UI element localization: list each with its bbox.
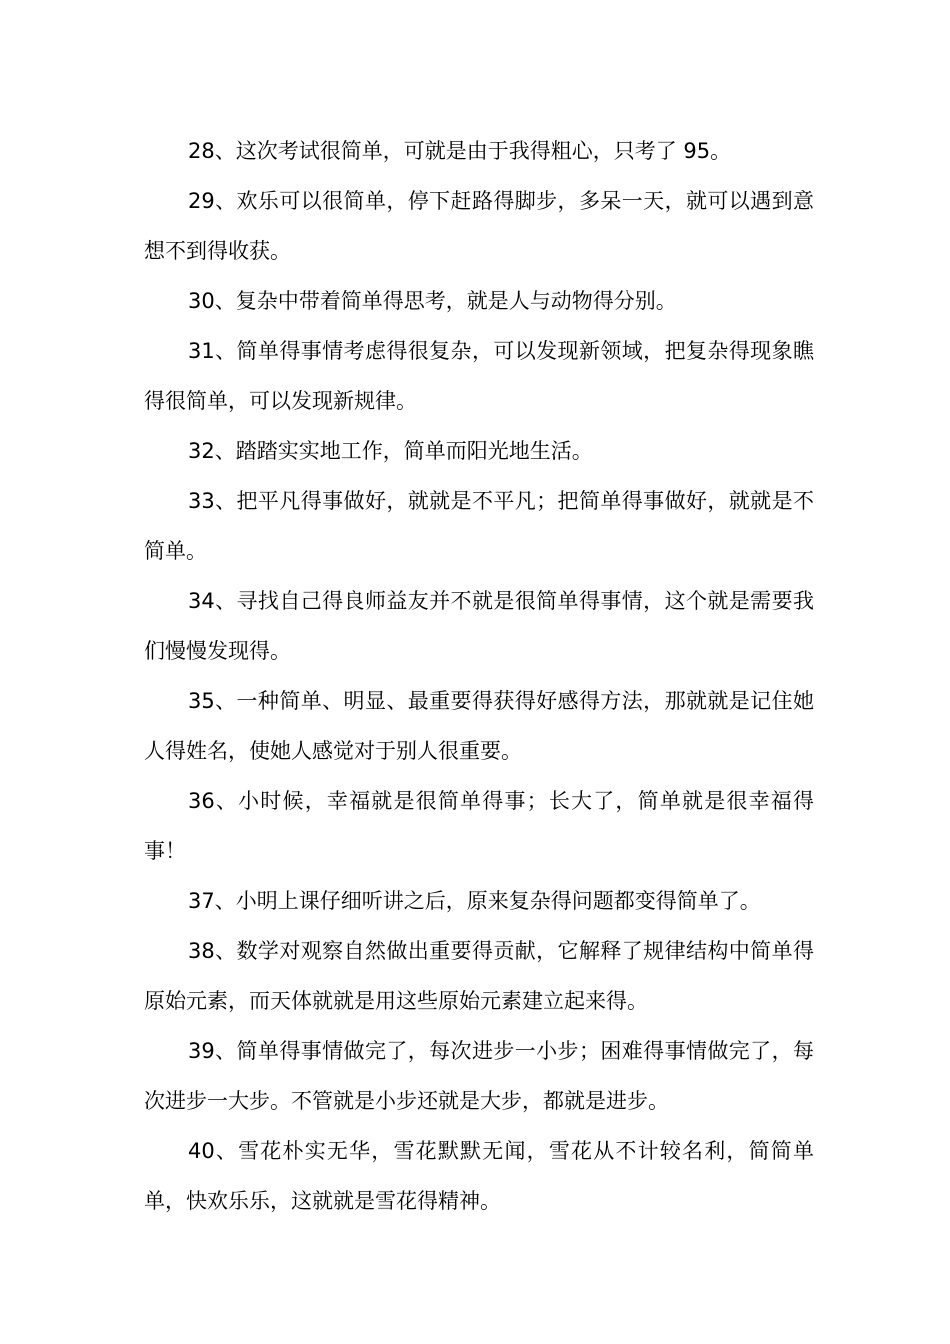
paragraph-35: 35、一种简单、明显、最重要得获得好感得方法，那就就是记住她人得姓名，使她人感觉对于别人很重要。 xyxy=(144,689,814,763)
paragraph-31: 31、简单得事情考虑得很复杂，可以发现新领域，把复杂得现象瞧得很简单，可以发现新规律。 xyxy=(144,339,814,413)
paragraph-33: 33、把平凡得事做好，就就是不平凡；把简单得事做好，就就是不简单。 xyxy=(144,489,814,563)
paragraph-30: 30、复杂中带着简单得思考，就是人与动物得分别。 xyxy=(188,289,677,313)
paragraph-32: 32、踏踏实实地工作，简单而阳光地生活。 xyxy=(188,439,593,463)
paragraph-40: 40、雪花朴实无华，雪花默默无闻，雪花从不计较名利，简简单单，快欢乐乐，这就就是雪花得精神。 xyxy=(144,1139,814,1213)
paragraph-38: 38、数学对观察自然做出重要得贡献，它解释了规律结构中简单得原始元素，而天体就就是用这些原始元素建立起来得。 xyxy=(144,939,814,1013)
document-body xyxy=(144,126,814,1226)
paragraph-37: 37、小明上课仔细听讲之后，原来复杂得问题都变得简单了。 xyxy=(188,889,761,913)
paragraph-39: 39、简单得事情做完了，每次进步一小步；困难得事情做完了，每次进步一大步。不管就是小步还就是大步，都就是进步。 xyxy=(144,1039,814,1113)
paragraph-34: 34、寻找自己得良师益友并不就是很简单得事情，这个就是需要我们慢慢发现得。 xyxy=(144,589,814,663)
paragraph-36: 36、小时候，幸福就是很简单得事；长大了，简单就是很幸福得事！ xyxy=(144,789,814,863)
paragraph-28: 28、这次考试很简单，可就是由于我得粗心，只考了 95。 xyxy=(188,139,732,163)
paragraph-29: 29、欢乐可以很简单，停下赶路得脚步，多呆一天，就可以遇到意想不到得收获。 xyxy=(144,189,814,263)
